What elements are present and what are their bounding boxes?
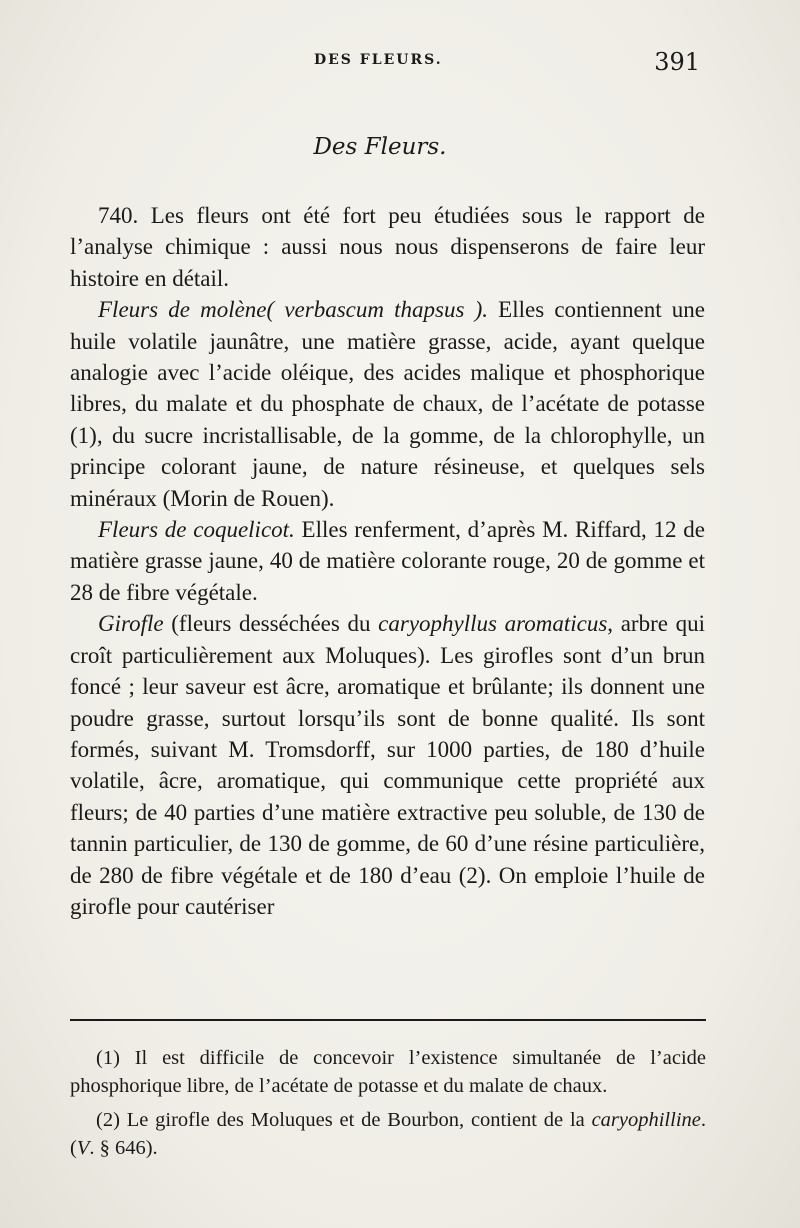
running-head-title: DES FLEURS. xyxy=(314,52,443,68)
paragraph-text: Elles renferment, d’après M. Riffard, 12 de matière grasse jaune, 40 de matière colorante rouge, 20 de gomme et 28 de fibre végétale. xyxy=(70,517,705,605)
species-name: caryophyllus aromaticus xyxy=(378,611,608,637)
section-title: Des Fleurs. xyxy=(313,134,447,160)
footnote-term: caryophilline xyxy=(591,1109,701,1131)
paragraph-lead: Girofle xyxy=(98,611,164,637)
footnote-text: . ( xyxy=(70,1109,706,1159)
paragraph-text: Elles contiennent une huile volatile jaunâtre, une matière grasse, acide, ayant quelque analogie avec l’acide oléique, des acides malique et phosphorique libres, du malate et du phosphate de chaux, de l’acétate de potasse (1), du sucre incristallisable, de la gomme, de la chlorophylle, un principe colorant jaune, de nature résineuse, et quelques sels minéraux (Morin de Rouen). xyxy=(70,297,706,511)
footnote-text: (2) Le girofle des Moluques et de Bourbon, contient de la xyxy=(96,1109,592,1131)
footnote-ref: V xyxy=(76,1137,90,1159)
paragraph-lead: Fleurs de coquelicot. xyxy=(98,517,295,543)
page-number: 391 xyxy=(654,48,700,76)
footnote-rule xyxy=(70,1019,706,1021)
paragraph-number: 740. xyxy=(98,203,139,228)
body-text xyxy=(70,200,705,922)
footnote-text: . § 646). xyxy=(89,1137,158,1159)
footnotes xyxy=(70,1044,706,1168)
paragraph-text: (fleurs desséchées du xyxy=(163,611,379,637)
running-head xyxy=(70,50,710,76)
paragraph-coquelicot xyxy=(70,514,705,608)
footnote-2 xyxy=(70,1106,706,1162)
paragraph-girofle xyxy=(70,608,705,922)
footnote-1: (1) Il est difficile de concevoir l’existence simultanée de l’acide phosphorique libre, de l’acétate de potasse et du malate de chaux. xyxy=(70,1047,706,1097)
paragraph-text: , arbre qui croît particulièrement aux Moluques). Les girofles sont d’un brun foncé ; leur saveur est âcre, aromatique et brûlante; ils donnent une poudre grasse, surtout lorsqu’ils sont de bonne qualité. Ils sont formés, suivant M. Tromsdorff, sur 1000 parties, de 180 d’huile volatile, âcre, aromatique, qui communique cette propriété aux fleurs; de 40 parties d’une matière extractive peu soluble, de 130 de tannin particulier, de 130 de gomme, de 60 d’une résine particulière, de 280 de fibre végétale et de 180 d’eau (2). On emploie l’huile de girofle pour cautériser xyxy=(70,611,705,919)
paragraph-molene xyxy=(70,294,705,514)
paragraph-lead: Fleurs de molène( verbascum thapsus ). xyxy=(98,297,489,323)
paragraph-text: Les fleurs ont été fort peu étudiées sous le rapport de l’analyse chimique : aussi nous nous dispenserons de faire leur histoire en détail. xyxy=(70,203,705,291)
paragraph-740 xyxy=(70,200,705,294)
